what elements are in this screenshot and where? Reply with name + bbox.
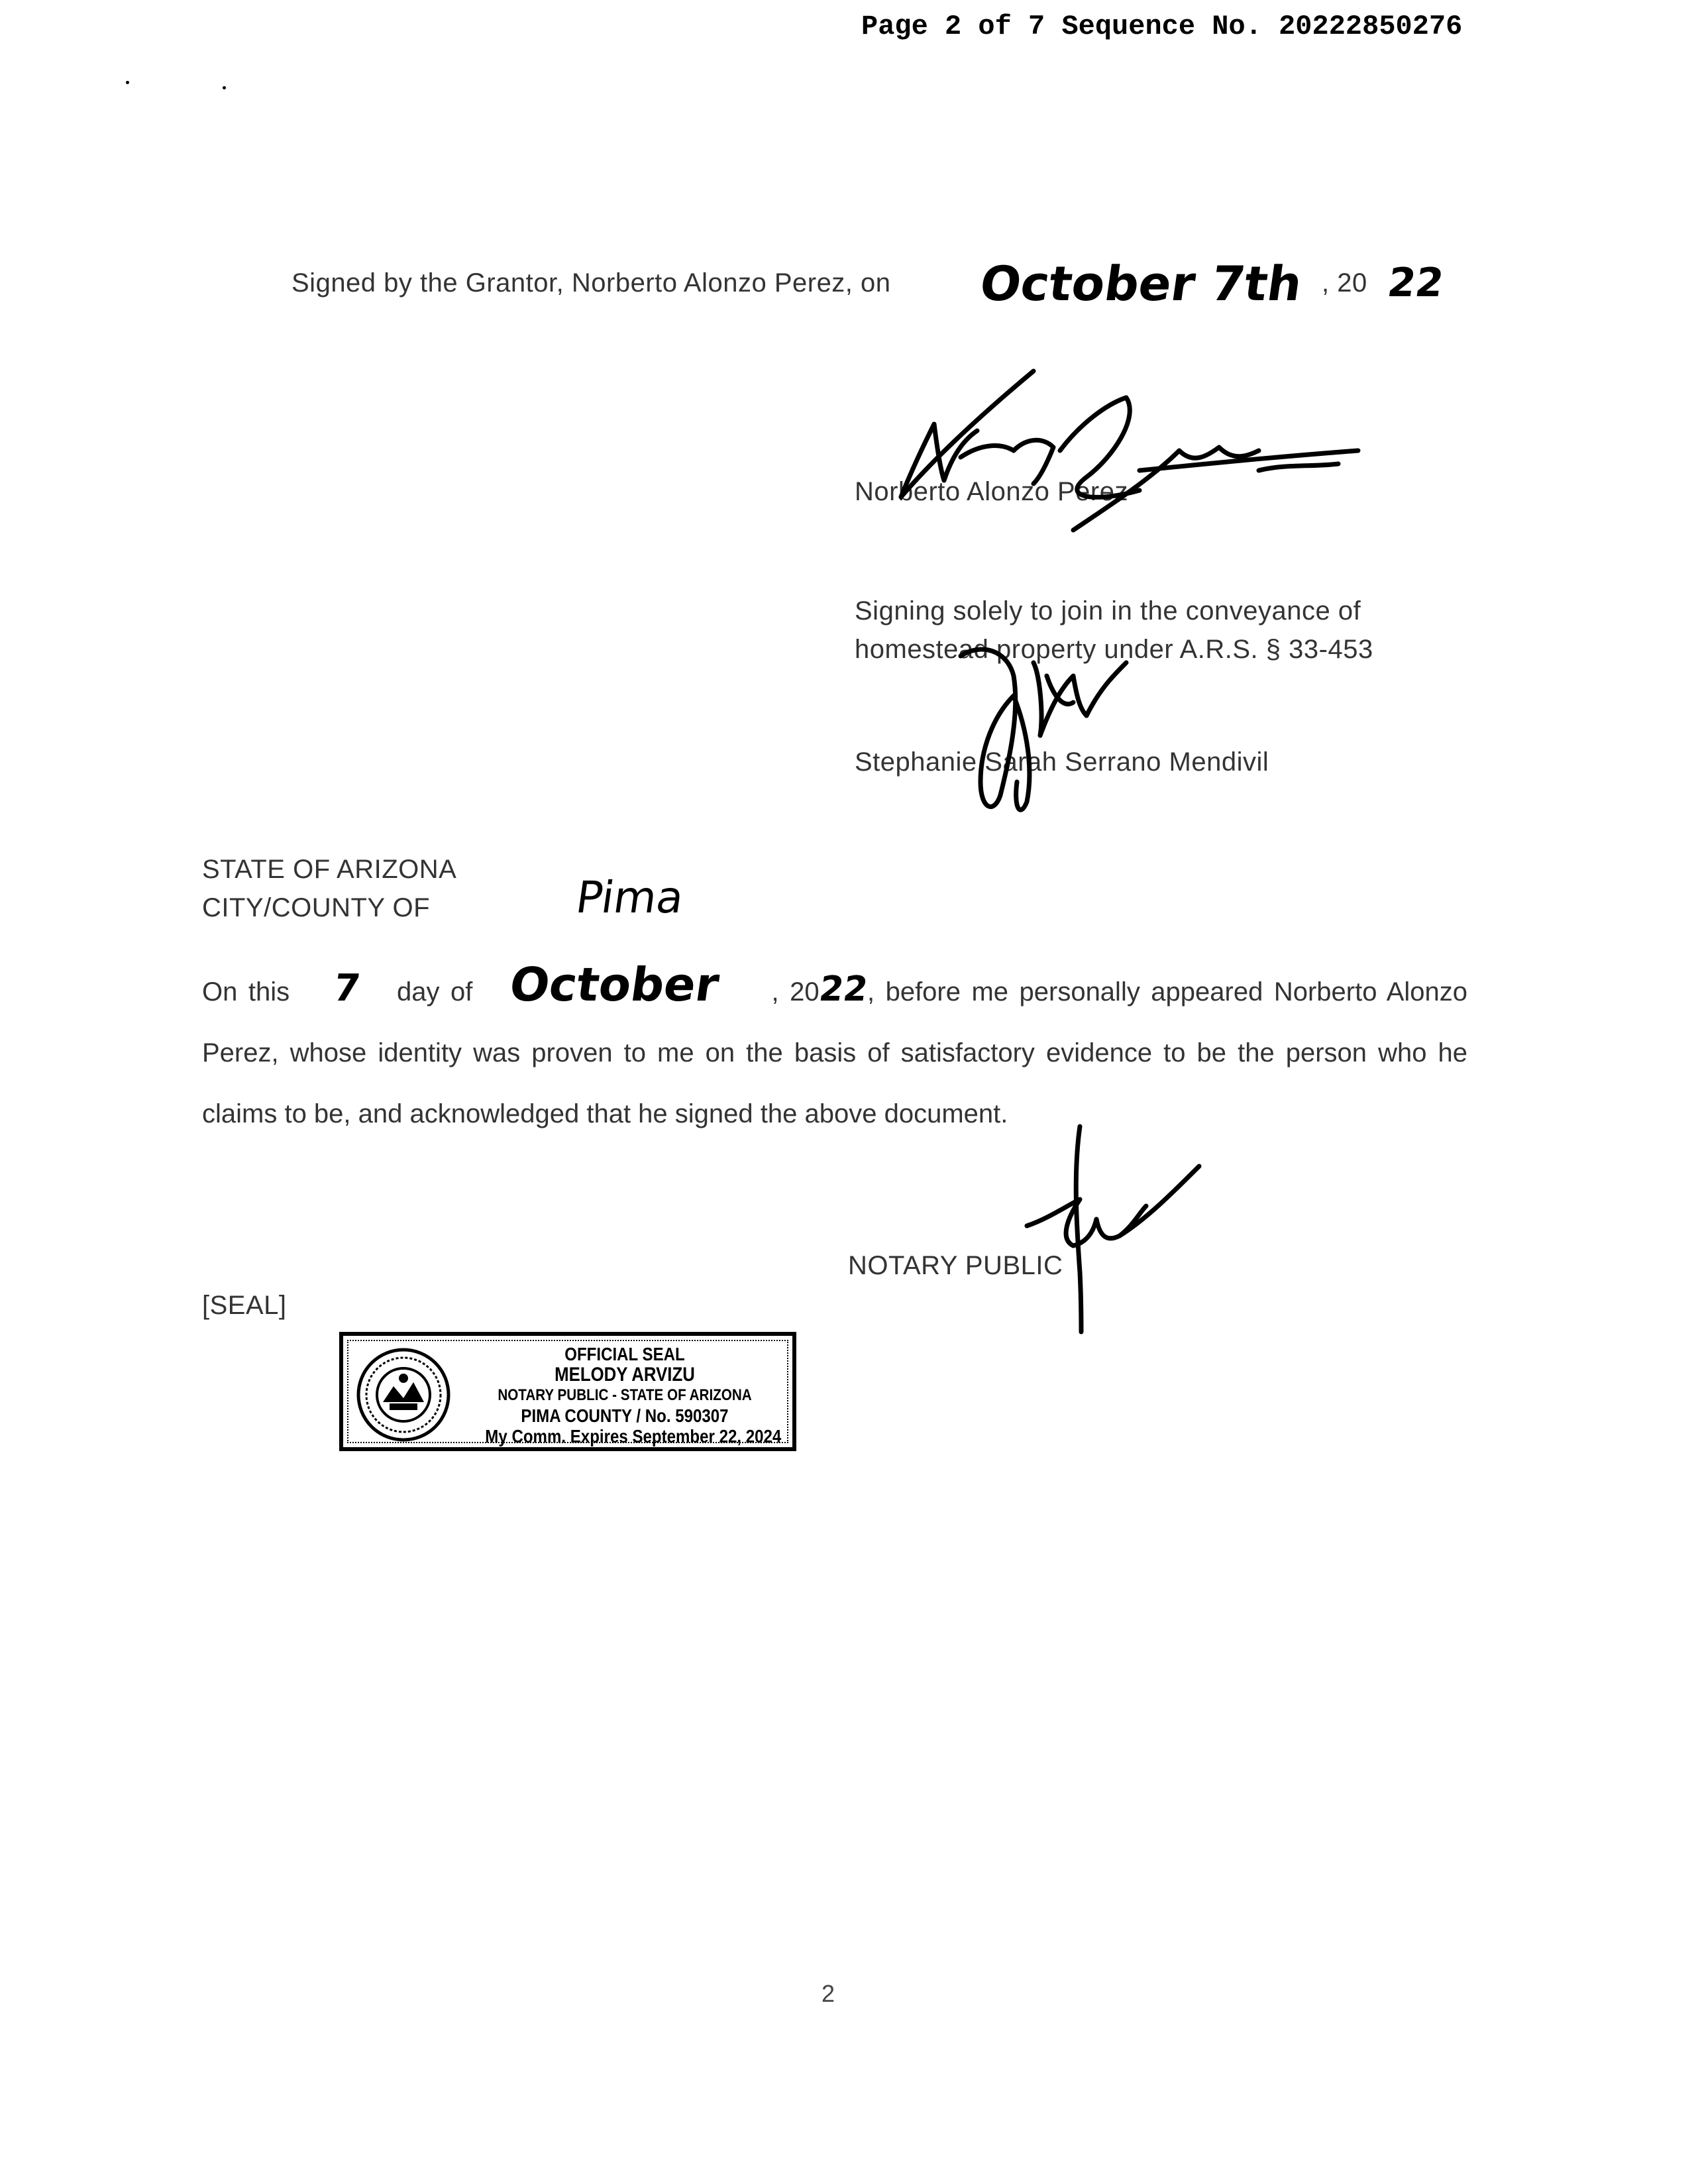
scan-speck: [126, 81, 129, 84]
seal-line-commission-state: NOTARY PUBLIC - STATE OF ARIZONA: [498, 1386, 752, 1404]
spouse-joinder-statement-line2: homestead property under A.R.S. § 33-453: [855, 635, 1373, 664]
acknowledgment-paragraph: [202, 954, 1467, 1144]
ack-text-part4: , before me personally appeared Norberto Alonzo Perez, whose identity was proven to me on the basis of satisfactory evidence to be the person who he claims to be, and acknowledged that he signed the above document.: [202, 977, 1468, 1128]
ack-text-part2: day of: [397, 977, 473, 1007]
seal-line-expiration: My Comm. Expires September 22, 2024: [485, 1426, 782, 1447]
handwritten-sign-date: October 7th: [977, 256, 1306, 311]
seal-line-notary-name: MELODY ARVIZU: [555, 1364, 695, 1386]
scan-speck: [223, 86, 226, 89]
ack-text-part3: , 20: [771, 977, 820, 1007]
venue-county: CITY/COUNTY OF: [202, 893, 431, 922]
seal-line-county-number: PIMA COUNTY / No. 590307: [521, 1405, 729, 1426]
spouse-name: Stephanie Sarah Serrano Mendivil: [855, 747, 1269, 777]
arizona-state-seal-icon: [356, 1348, 450, 1442]
page-sequence-header: Page 2 of 7 Sequence No. 20222850276: [861, 11, 1463, 42]
venue-state: STATE OF ARIZONA: [202, 855, 457, 884]
seal-text-block: [462, 1344, 787, 1447]
grantor-year-prefix: , 20: [1322, 268, 1367, 298]
handwritten-year: 22: [1385, 260, 1447, 306]
official-notary-seal: [339, 1332, 796, 1451]
notary-signature: [1020, 1120, 1206, 1338]
handwritten-ack-year: 22: [816, 969, 871, 1009]
ack-text-part1: On this: [202, 977, 290, 1007]
notary-public-label: NOTARY PUBLIC: [848, 1251, 1063, 1280]
seal-line-title: OFFICIAL SEAL: [564, 1344, 685, 1364]
seal-label: [SEAL]: [202, 1291, 287, 1320]
grantor-name: Norberto Alonzo Perez: [855, 477, 1128, 506]
spouse-signature: [954, 636, 1192, 822]
grantor-signature: [861, 364, 1378, 537]
spouse-joinder-statement-line1: Signing solely to join in the conveyance of: [855, 596, 1361, 626]
handwritten-month: October: [506, 957, 723, 1012]
grantor-signed-statement: Signed by the Grantor, Norberto Alonzo Perez, on: [292, 268, 891, 298]
handwritten-county: Pima: [572, 872, 687, 923]
page-number: 2: [822, 1980, 835, 2007]
handwritten-day: 7: [331, 967, 363, 1010]
